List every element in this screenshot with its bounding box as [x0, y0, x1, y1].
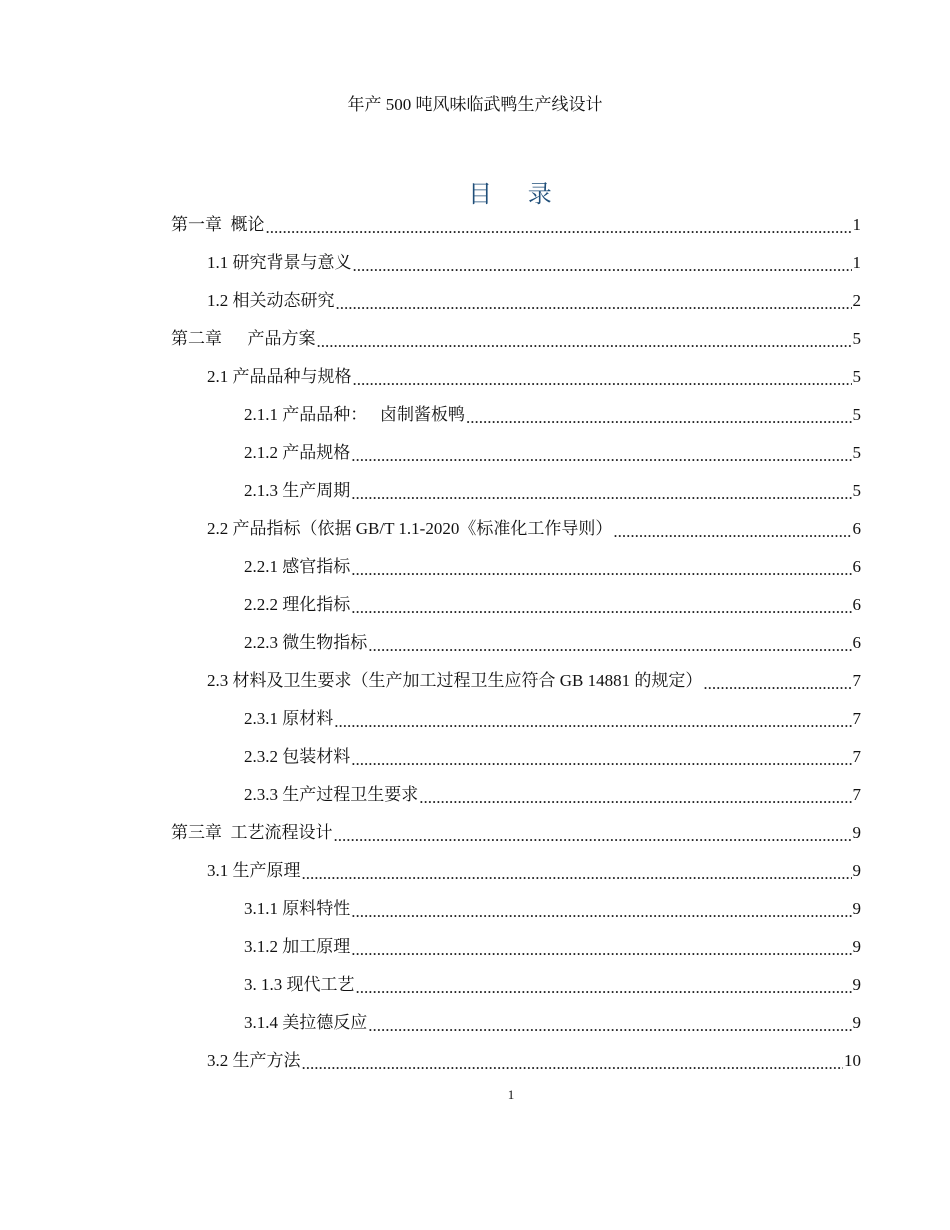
toc-entry-page: 7 [852, 671, 861, 690]
toc-entry-text: 1.2 相关动态研究 [207, 291, 335, 310]
toc-entry-page: 6 [852, 557, 861, 576]
toc-entry-page: 2 [852, 291, 861, 310]
toc-leader-dots [351, 551, 851, 589]
toc-entry-page: 5 [852, 481, 861, 500]
toc-leader-dots [353, 247, 852, 285]
toc-entry-text: 2.1.3 生产周期 [244, 481, 351, 500]
toc-leader-dots [613, 513, 851, 551]
toc-entry-text: 2.1.1 产品品种： 卤制酱板鸭 [244, 405, 465, 424]
toc-entry[interactable] [171, 928, 861, 966]
toc-entry[interactable] [171, 472, 861, 510]
toc-entry-page: 6 [852, 633, 861, 652]
toc-leader-dots [336, 285, 852, 323]
toc-entry[interactable] [171, 244, 861, 282]
toc-leader-dots [703, 665, 851, 703]
toc-entry-page: 5 [852, 443, 861, 462]
toc-entry-text: 2.2 产品指标（依据 GB/T 1.1-2020《标准化工作导则） [207, 519, 613, 538]
toc-entry[interactable] [171, 320, 861, 358]
toc-entry-page: 7 [852, 709, 861, 728]
toc-entry[interactable] [171, 586, 861, 624]
toc-entry-text: 1.1 研究背景与意义 [207, 253, 352, 272]
toc-entry[interactable] [171, 890, 861, 928]
toc-leader-dots [351, 893, 851, 931]
toc-entry[interactable] [171, 1042, 861, 1080]
toc-entry-text: 3.1.2 加工原理 [244, 937, 351, 956]
toc-leader-dots [351, 475, 851, 513]
toc-entry[interactable] [171, 814, 861, 852]
toc-leader-dots [356, 969, 852, 1007]
toc-entry-text: 3.1.1 原料特性 [244, 899, 351, 918]
toc-entry-page: 5 [852, 329, 861, 348]
toc-entry[interactable] [171, 776, 861, 814]
toc-entry-text: 3.1.4 美拉德反应 [244, 1013, 368, 1032]
toc-leader-dots [351, 741, 851, 779]
toc-entry[interactable] [171, 1004, 861, 1042]
toc-entry-text: 第二章 产品方案 [171, 329, 316, 348]
toc-entry-page: 1 [852, 215, 861, 234]
toc-entry[interactable] [171, 662, 861, 700]
toc-entry[interactable] [171, 852, 861, 890]
toc-entry-text: 2.2.3 微生物指标 [244, 633, 368, 652]
toc-entry-page: 9 [852, 937, 861, 956]
toc-entry[interactable] [171, 282, 861, 320]
toc-entry[interactable] [171, 206, 861, 244]
toc-entry[interactable] [171, 548, 861, 586]
toc-entry[interactable] [171, 396, 861, 434]
toc-entry[interactable] [171, 700, 861, 738]
toc-entry[interactable] [171, 510, 861, 548]
toc-entry-page: 1 [852, 253, 861, 272]
toc-entry-page: 7 [852, 747, 861, 766]
toc-leader-dots [334, 817, 852, 855]
toc-entry-text: 3.2 生产方法 [207, 1051, 301, 1070]
toc-entry[interactable] [171, 358, 861, 396]
toc-entry-page: 9 [852, 861, 861, 880]
toc-leader-dots [302, 1045, 844, 1083]
toc-leader-dots [368, 627, 851, 665]
toc-entry-text: 第三章 工艺流程设计 [171, 823, 333, 842]
toc-entry-page: 6 [852, 519, 861, 538]
toc-entry-page: 7 [852, 785, 861, 804]
toc-entry-text: 2.3.2 包装材料 [244, 747, 351, 766]
toc-leader-dots [353, 361, 852, 399]
toc-entry-page: 5 [852, 405, 861, 424]
toc-leader-dots [334, 703, 851, 741]
toc-entry-text: 2.3.3 生产过程卫生要求 [244, 785, 419, 804]
toc-entry-page: 5 [852, 367, 861, 386]
toc-entry[interactable] [171, 624, 861, 662]
toc-entry-text: 2.3 材料及卫生要求（生产加工过程卫生应符合 GB 14881 的规定） [207, 671, 703, 690]
page-number: 1 [507, 1087, 515, 1102]
toc-entry-text: 2.1.2 产品规格 [244, 443, 351, 462]
toc-entry-page: 10 [844, 1051, 861, 1070]
toc-entry-page: 9 [852, 1013, 861, 1032]
table-of-contents [171, 206, 861, 1080]
toc-entry-text: 3. 1.3 现代工艺 [244, 975, 355, 994]
toc-entry-text: 第一章 概论 [171, 215, 265, 234]
toc-leader-dots [351, 589, 851, 627]
toc-entry-text: 2.2.2 理化指标 [244, 595, 351, 614]
toc-heading: 目 录 [468, 180, 566, 208]
toc-leader-dots [419, 779, 851, 817]
toc-entry[interactable] [171, 966, 861, 1004]
toc-entry-page: 6 [852, 595, 861, 614]
toc-entry-page: 9 [852, 823, 861, 842]
toc-leader-dots [466, 399, 852, 437]
toc-entry-text: 2.2.1 感官指标 [244, 557, 351, 576]
toc-entry-page: 9 [852, 975, 861, 994]
toc-entry-text: 2.1 产品品种与规格 [207, 367, 352, 386]
toc-leader-dots [266, 209, 852, 247]
toc-entry-text: 3.1 生产原理 [207, 861, 301, 880]
toc-leader-dots [351, 931, 851, 969]
toc-entry[interactable] [171, 434, 861, 472]
document-header-title: 年产 500 吨风味临武鸭生产线设计 [347, 95, 603, 114]
toc-leader-dots [302, 855, 852, 893]
toc-leader-dots [351, 437, 851, 475]
toc-leader-dots [317, 323, 852, 361]
toc-entry-page: 9 [852, 899, 861, 918]
toc-leader-dots [368, 1007, 851, 1045]
toc-entry[interactable] [171, 738, 861, 776]
toc-entry-text: 2.3.1 原材料 [244, 709, 334, 728]
